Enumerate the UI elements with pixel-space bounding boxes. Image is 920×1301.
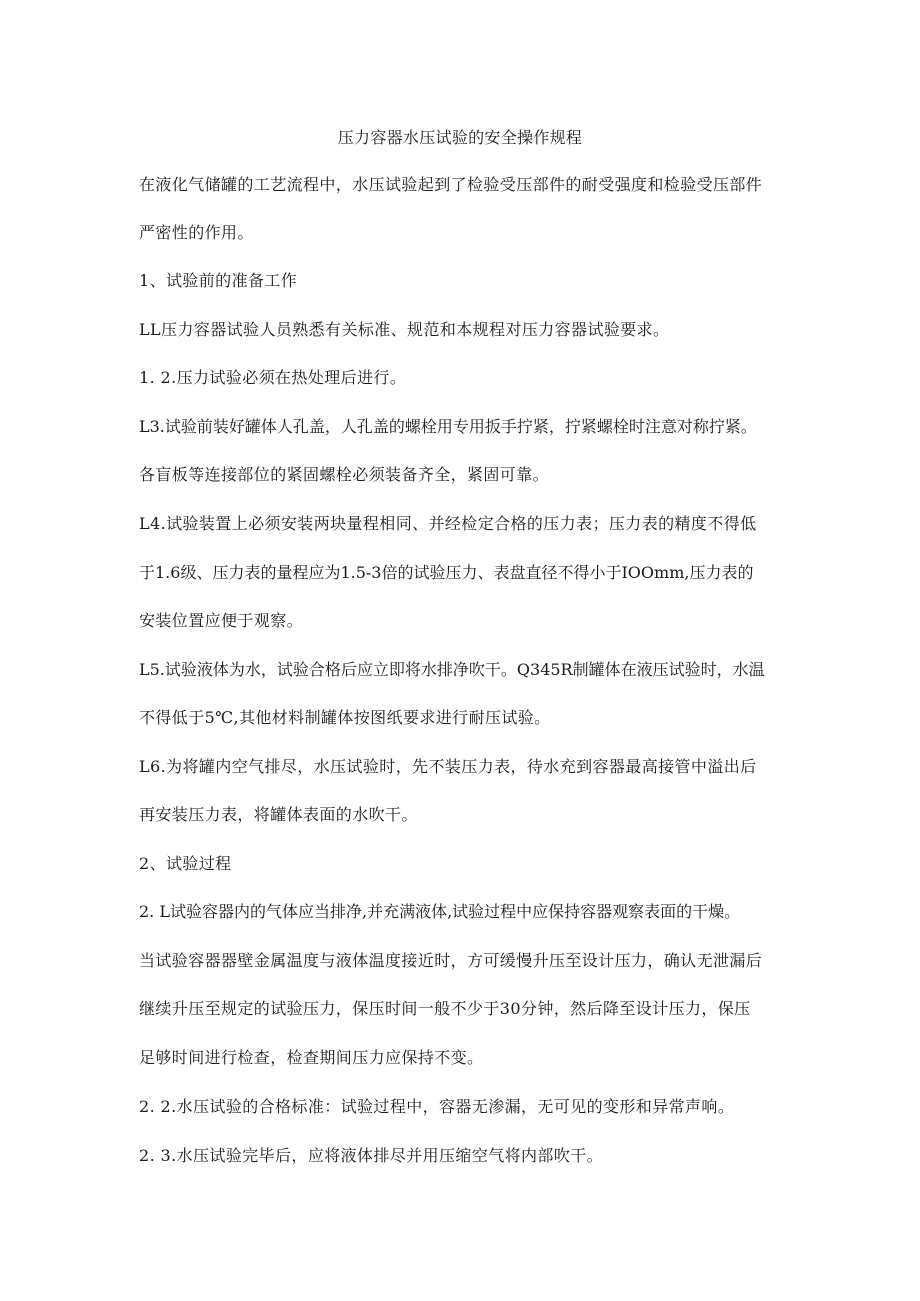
item-2-3: 2. 3.水压试验完毕后，应将液体排尽并用压缩空气将内部吹干。 [139,1146,604,1165]
section-heading-preparation: 1、试验前的准备工作 [139,271,298,290]
section-heading-process: 2、试验过程 [139,854,232,873]
item-1-3-line-1: L3.试验前装好罐体人孔盖，人孔盖的螺栓用专用扳手拧紧，拧紧螺栓时注意对称拧紧。 [139,417,757,436]
item-1-4-line-2: 于1.6级、压力表的量程应为1.5-3倍的试验压力、表盘直径不得小于IOOmm,压力表的 [139,563,754,582]
item-1-5-line-1: L5.试验液体为水，试验合格后应立即将水排净吹干。Q345R制罐体在液压试验时，水温 [139,660,765,679]
item-1-6-line-1: L6.为将罐内空气排尽，水压试验时，先不装压力表，待水充到容器最高接管中溢出后 [139,757,757,776]
item-2-1-line-2: 当试验容器器壁金属温度与液体温度接近时，方可缓慢升压至设计压力，确认无泄漏后 [139,951,763,970]
item-2-1-line-3: 继续升压至规定的试验压力，保压时间一般不少于30分钟，然后降至设计压力，保压 [139,999,751,1018]
item-1-3-line-2: 各盲板等连接部位的紧固螺栓必须装备齐全，紧固可靠。 [139,465,550,484]
item-1-2: 1. 2.压力试验必须在热处理后进行。 [139,368,407,387]
item-2-1-line-4: 足够时间进行检查，检查期间压力应保持不变。 [139,1048,484,1067]
item-1-5-line-2: 不得低于5℃,其他材料制罐体按图纸要求进行耐压试验。 [139,708,551,727]
item-1-6-line-2: 再安装压力表，将罐体表面的水吹干。 [139,805,418,824]
item-2-1-line-1: 2. L试验容器内的气体应当排净,并充满液体,试验过程中应保持容器观察表面的干燥。 [139,902,741,921]
item-2-2: 2. 2.水压试验的合格标准：试验过程中，容器无渗漏，无可见的变形和异常声响。 [139,1097,735,1116]
item-1-4-line-3: 安装位置应便于观察。 [139,611,304,630]
paragraph-intro-line-1: 在液化气储罐的工艺流程中，水压试验起到了检验受压部件的耐受强度和检验受压部件 [139,175,763,194]
item-1-1: LL压力容器试验人员熟悉有关标准、规范和本规程对压力容器试验要求。 [139,320,670,339]
item-1-4-line-1: L4.试验装置上必须安装两块量程相同、并经检定合格的压力表；压力表的精度不得低 [139,514,757,533]
document-title: 压力容器水压试验的安全操作规程 [337,128,583,147]
paragraph-intro-line-2: 严密性的作用。 [139,223,254,242]
